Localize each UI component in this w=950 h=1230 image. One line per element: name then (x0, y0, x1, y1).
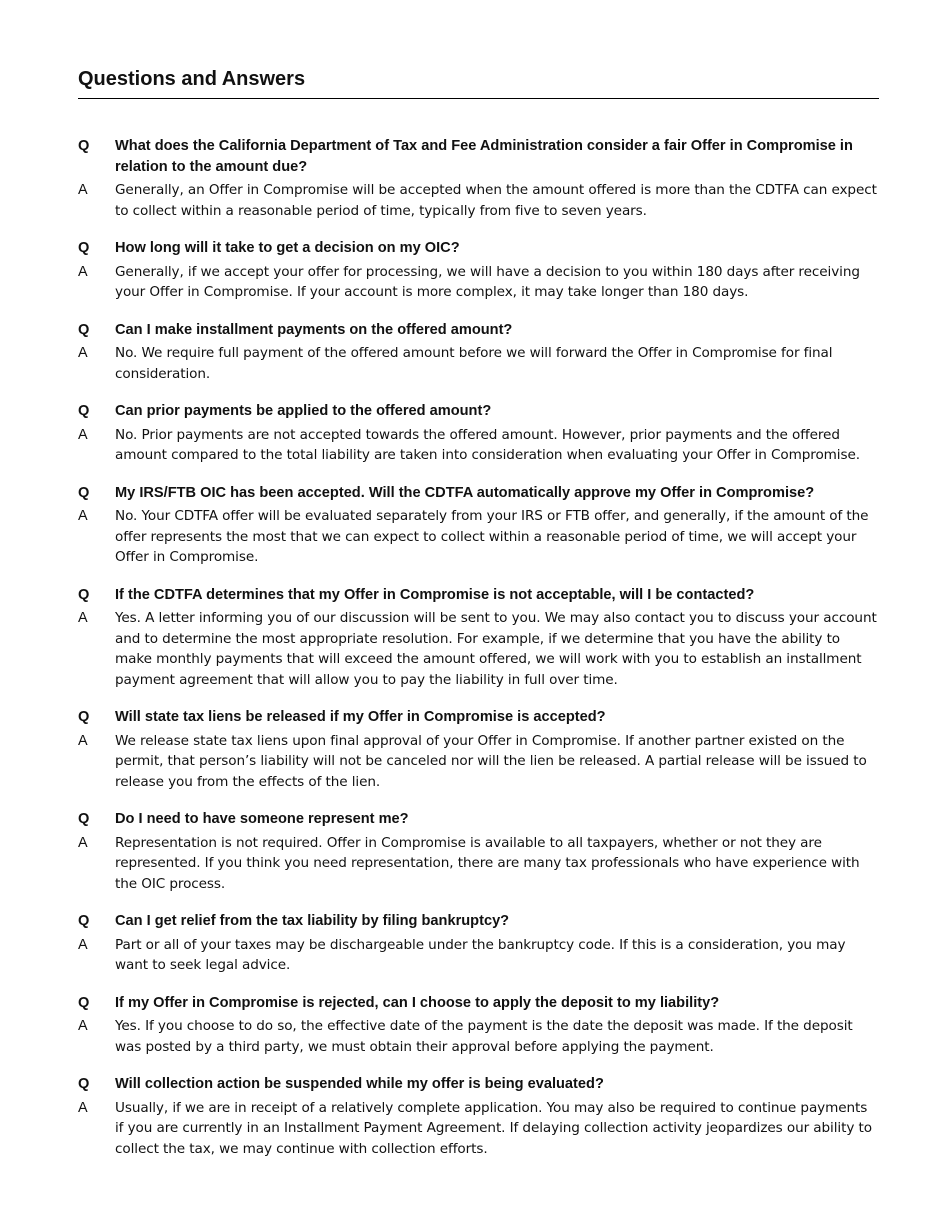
question-text: Can prior payments be applied to the offered amount? (115, 403, 492, 419)
answer-row (78, 935, 879, 976)
qa-list (78, 136, 879, 1159)
qa-item (78, 320, 879, 385)
qa-item (78, 707, 879, 792)
qa-item (78, 993, 879, 1058)
qa-item (78, 809, 879, 894)
question-marker: Q (78, 994, 90, 1011)
question-row (78, 136, 879, 177)
question-marker: Q (78, 586, 90, 603)
answer-text: Generally, an Offer in Compromise will be accepted when the amount offered is more than the CDTFA can expect to collect within a reasonable period of time, typically from five to seven years. (115, 182, 877, 219)
question-row (78, 238, 879, 259)
answer-text: No. Your CDTFA offer will be evaluated separately from your IRS or FTB offer, and generally, if the amount of the offer represents the most that we can expect to collect within a reasonable period of time, we will accept your Offer in Compromise. (115, 508, 869, 565)
question-row (78, 320, 879, 341)
answer-marker: A (78, 182, 88, 198)
answer-text: No. Prior payments are not accepted towards the offered amount. However, prior payments and the offered amount compared to the total liability are taken into consideration when evaluating your Offer in Compromise. (115, 426, 860, 463)
answer-marker: A (78, 263, 88, 280)
answer-row (78, 731, 879, 793)
question-text: Do I need to have someone represent me? (115, 811, 409, 827)
answer-row (78, 506, 879, 568)
answer-text: Representation is not required. Offer in Compromise is available to all taxpayers, whether or not they are represented. If you think you need representation, there are many tax professionals who have experience with the OIC process. (115, 834, 860, 892)
qa-item (78, 401, 879, 466)
answer-text: Yes. If you choose to do so, the effective date of the payment is the date the deposit was made. If the deposit was posted by a third party, we must obtain their approval before applying the payment. (115, 1018, 853, 1055)
answer-text: No. We require full payment of the offered amount before we will forward the Offer in Compromise for final consideration. (115, 345, 833, 382)
answer-row (78, 180, 879, 221)
question-text: How long will it take to get a decision on my OIC? (115, 240, 460, 256)
qa-item (78, 483, 879, 568)
answer-text: We release state tax liens upon final approval of your Offer in Compromise. If another partner existed on the permit, that person’s liability will not be canceled nor will the lien be released. A partial release will be issued to release you from the effects of the lien. (115, 732, 867, 790)
answer-row (78, 343, 879, 384)
answer-text: Part or all of your taxes may be dischargeable under the bankruptcy code. If this is a consideration, you may want to seek legal advice. (115, 936, 846, 973)
question-marker: Q (78, 811, 90, 827)
answer-text: Generally, if we accept your offer for processing, we will have a decision to you within 180 days after receiving your Offer in Compromise. If your account is more complex, it may take longer than 180 days. (115, 263, 860, 300)
answer-marker: A (78, 508, 88, 524)
page-title: Questions and Answers (78, 66, 879, 99)
question-row (78, 483, 879, 504)
answer-marker: A (78, 1099, 88, 1116)
question-text: Can I get relief from the tax liability by filing bankruptcy? (115, 913, 510, 929)
qa-item (78, 1074, 879, 1159)
question-marker: Q (78, 1076, 90, 1092)
question-row (78, 911, 879, 932)
question-row (78, 993, 879, 1014)
question-text: Will state tax liens be released if my Offer in Compromise is accepted? (115, 709, 606, 725)
question-text: If the CDTFA determines that my Offer in Compromise is not acceptable, will I be contacted? (115, 586, 755, 603)
qa-item (78, 911, 879, 976)
question-marker: Q (78, 138, 90, 154)
question-marker: Q (78, 913, 90, 929)
question-text: Will collection action be suspended while my offer is being evaluated? (115, 1076, 604, 1092)
answer-text: Usually, if we are in receipt of a relatively complete application. You may also be required to continue payments if you are currently in an Installment Payment Agreement. If delaying collection activity jeopardizes our ability to collect the tax, we may continue with collection efforts. (115, 1099, 872, 1157)
answer-marker: A (78, 426, 88, 443)
answer-marker: A (78, 345, 88, 361)
answer-marker: A (78, 732, 88, 749)
question-marker: Q (78, 240, 90, 256)
document-page (78, 0, 879, 1176)
answer-marker: A (78, 936, 88, 953)
question-marker: Q (78, 484, 90, 501)
question-marker: Q (78, 321, 90, 338)
answer-text: Yes. A letter informing you of our discussion will be sent to you. We may also contact you to discuss your account and to determine the most appropriate resolution. For example, if we determine that you have the ability to make monthly payments that will exceed the amount offered, we will work with you to establish an installment payment agreement that will allow you to pay the liability in full over time. (115, 610, 877, 688)
answer-marker: A (78, 834, 88, 851)
question-marker: Q (78, 403, 90, 419)
question-text: What does the California Department of Tax and Fee Administration consider a fair Offer in Compromise in relation to the amount due? (115, 138, 853, 175)
question-text: My IRS/FTB OIC has been accepted. Will the CDTFA automatically approve my Offer in Compromise? (115, 484, 815, 501)
answer-marker: A (78, 610, 88, 626)
question-text: If my Offer in Compromise is rejected, can I choose to apply the deposit to my liability? (115, 994, 720, 1011)
answer-row (78, 1098, 879, 1160)
qa-item (78, 238, 879, 303)
answer-row (78, 833, 879, 895)
question-text: Can I make installment payments on the offered amount? (115, 321, 513, 338)
qa-item (78, 136, 879, 221)
answer-row (78, 262, 879, 303)
answer-marker: A (78, 1018, 88, 1034)
question-marker: Q (78, 709, 90, 725)
answer-row (78, 608, 879, 690)
question-row (78, 809, 879, 830)
answer-row (78, 425, 879, 466)
qa-item (78, 585, 879, 691)
answer-row (78, 1016, 879, 1057)
question-row (78, 707, 879, 728)
question-row (78, 401, 879, 422)
question-row (78, 1074, 879, 1095)
question-row (78, 585, 879, 606)
